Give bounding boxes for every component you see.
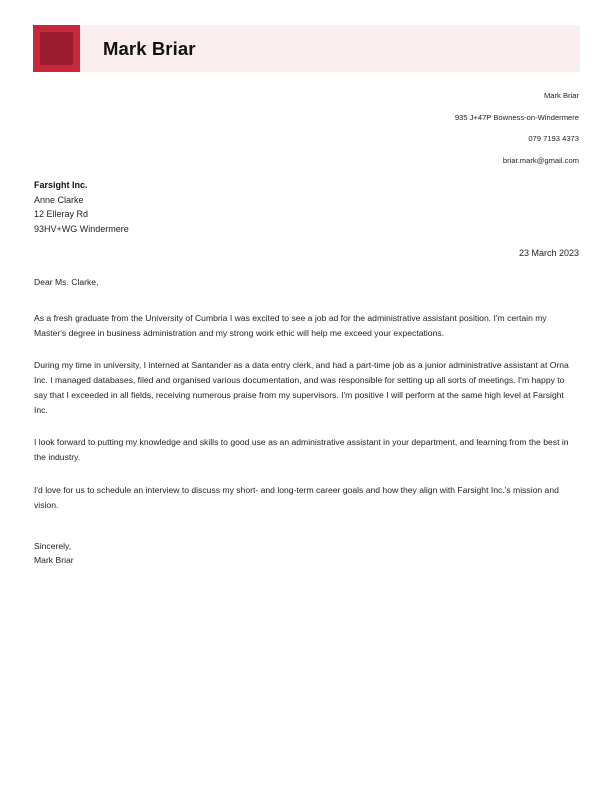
body-paragraph-1: As a fresh graduate from the University of Cumbria I was excited to see a job ad for the administrative assistant position. I'm certain my Master's degree in business administration and my strong work ethic will help me exceed your expectations. bbox=[34, 312, 547, 338]
letter-header-banner bbox=[33, 25, 580, 72]
recipient-company: Farsight Inc. bbox=[34, 180, 88, 190]
sender-name: Mark Briar bbox=[543, 91, 579, 100]
closing-salutation: Sincerely, bbox=[34, 540, 72, 551]
page-title: Mark Briar bbox=[103, 37, 196, 59]
salutation: Dear Ms. Clarke, bbox=[34, 277, 99, 287]
signature-name: Mark Briar bbox=[34, 555, 74, 566]
letter-body bbox=[34, 275, 580, 568]
recipient-street: 12 Elleray Rd bbox=[34, 209, 89, 220]
red-square-logo-icon bbox=[33, 25, 80, 72]
letter-date: 23 March 2023 bbox=[518, 248, 579, 258]
sender-phone: 079 7193 4373 bbox=[528, 134, 579, 144]
sender-contact-block bbox=[455, 92, 579, 164]
recipient-city: 93HV+WG Windermere bbox=[34, 223, 129, 234]
logo-inner-square bbox=[40, 32, 73, 65]
body-paragraph-3: I look forward to putting my knowledge and skills to good use as an administrative assistant in your department, and learning from the best in the industry. bbox=[34, 437, 569, 463]
recipient-address-block bbox=[34, 178, 129, 236]
recipient-contact-name: Anne Clarke bbox=[34, 194, 84, 205]
sender-email: briar.mark@gmail.com bbox=[502, 155, 579, 165]
sender-address: 935 J+47P Bowness-on-Windermere bbox=[454, 112, 579, 122]
body-paragraph-2: During my time in university, I interned at Santander as a data entry clerk, and had a part-time job as a junior administrative assistant at Orna Inc. I managed databases, filed and organised various documentation, and was responsible for setting up all sorts of meetings. I'm happy to say that I exceeded in all fields, receiving numerous praise from my supervisors. I'm positive I will perform at the same high level at Farsight Inc. bbox=[34, 360, 569, 415]
closing-block bbox=[34, 539, 580, 569]
body-paragraph-4: I'd love for us to schedule an interview to discuss my short- and long-term career goals and how they align with Farsight Inc.'s mission and vision. bbox=[34, 485, 559, 510]
